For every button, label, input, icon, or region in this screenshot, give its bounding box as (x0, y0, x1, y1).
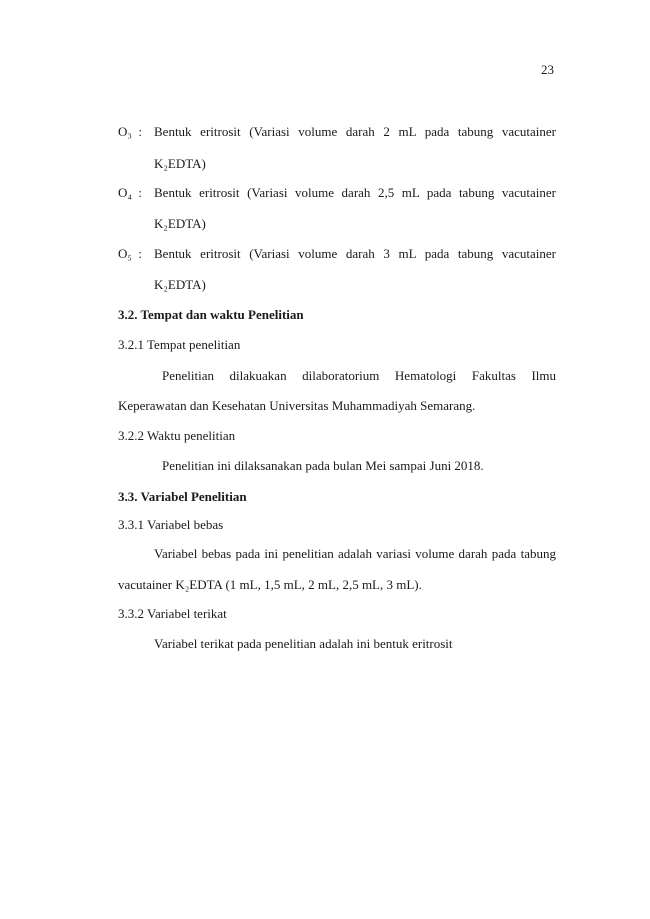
subsection-title-3-2-1: 3.2.1 Tempat penelitian (118, 337, 241, 352)
observation-continuation-o4: K₂EDTA) (154, 216, 206, 231)
section-heading-3-3: 3.3. Variabel Penelitian (118, 489, 247, 504)
subsection-title-3-3-1: 3.3.1 Variabel bebas (118, 517, 224, 532)
observation-code-o5 (118, 246, 142, 262)
observation-code: O₃ (118, 124, 132, 139)
observation-separator: : (138, 246, 143, 261)
page-number: 23 (541, 62, 554, 77)
paragraph-3-2-2: Penelitian ini dilaksanakan pada bulan Mei sampai Juni 2018. (162, 458, 484, 473)
paragraph-3-3-1-line1: Variabel bebas pada ini penelitian adalah variasi volume darah pada tabung (154, 546, 556, 561)
subsection-title-3-3-2: 3.3.2 Variabel terikat (118, 606, 227, 621)
paragraph-3-3-1-line2: vacutainer K₂EDTA (1 mL, 1,5 mL, 2 mL, 2,5 mL, 3 mL). (118, 577, 422, 592)
observation-text-o3: Bentuk eritrosit (Variasi volume darah 2 mL pada tabung vacutainer (154, 124, 556, 139)
paragraph-3-2-1-line1: Penelitian dilakuakan dilaboratorium Hematologi Fakultas Ilmu (162, 368, 556, 383)
observation-text-o5: Bentuk eritrosit (Variasi volume darah 3 mL pada tabung vacutainer (154, 246, 556, 261)
section-heading-3-2: 3.2. Tempat dan waktu Penelitian (118, 307, 304, 322)
observation-code-o3 (118, 124, 142, 140)
observation-text-o4: Bentuk eritrosit (Variasi volume darah 2,5 mL pada tabung vacutainer (154, 185, 556, 200)
observation-code: O₄ (118, 185, 132, 200)
observation-code-o4 (118, 185, 142, 201)
subsection-title-3-2-2: 3.2.2 Waktu penelitian (118, 428, 236, 443)
paragraph-3-2-1-line2: Keperawatan dan Kesehatan Universitas Muhammadiyah Semarang. (118, 398, 476, 413)
paragraph-3-3-2: Variabel terikat pada penelitian adalah ini bentuk eritrosit (154, 636, 453, 651)
observation-continuation-o5: K₂EDTA) (154, 277, 206, 292)
observation-separator: : (138, 124, 143, 139)
observation-continuation-o3: K₂EDTA) (154, 156, 206, 171)
observation-code: O₅ (118, 246, 132, 261)
observation-separator: : (138, 185, 143, 200)
